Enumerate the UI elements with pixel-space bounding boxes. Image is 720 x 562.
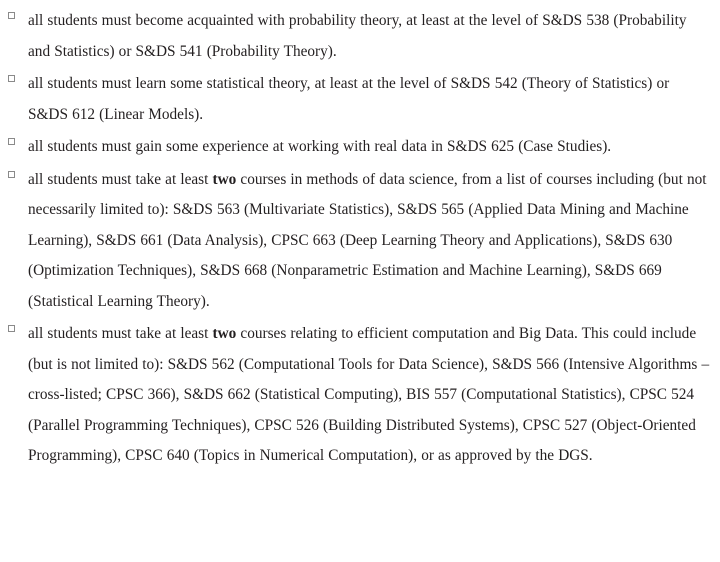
text-run: all students must take at least — [28, 170, 213, 188]
list-item-text — [28, 319, 712, 472]
list-item — [6, 165, 712, 318]
list-item-text — [28, 165, 712, 318]
text-run: all students must become acquainted with probability theory, at least at the level of S&DS 538 (Probability and Statistics) or S&DS 541 (Probability Theory). — [28, 12, 687, 60]
text-run: courses relating to efficient computation and Big Data. This could include (but is not limited to): S&DS 562 (Computational Tools for Data Science), S&DS 566 (Intensive Algorithms – cross-listed; CPSC 366), S&DS 662 (Statistical Computing), BIS 557 (Computational Statistics), CPSC 524 (Parallel Programming Techniques), CPSC 526 (Building Distributed Systems), CPSC 527 (Object-Oriented Programming), CPSC 640 (Topics in Numerical Computation), or as approved by the DGS. — [28, 325, 710, 464]
square-bullet-icon — [8, 12, 15, 19]
text-run: all students must take at least — [28, 325, 213, 342]
list-item — [6, 6, 712, 67]
list-item — [6, 132, 712, 163]
list-item-text — [28, 69, 712, 130]
emphasis-text: two — [212, 170, 237, 188]
square-bullet-icon — [8, 325, 15, 332]
square-bullet-icon — [8, 75, 15, 82]
emphasis-text: two — [212, 325, 237, 342]
text-run: all students must gain some experience at working with real data in S&DS 625 (Case Studies). — [28, 138, 612, 155]
list-item — [6, 319, 712, 472]
text-run: all students must learn some statistical theory, at least at the level of S&DS 542 (Theory of Statistics) or S&DS 612 (Linear Models). — [28, 75, 670, 123]
list-item-text — [28, 6, 712, 67]
list-item-text — [28, 132, 712, 163]
text-run: courses in methods of data science, from a list of courses including (but not necessarily limited to): S&DS 563 (Multivariate Statistics), S&DS 565 (Applied Data Mining and Machine Learning), S&DS 661 (Data Analysis), CPSC 663 (Deep Learning Theory and Applications), S&DS 630 (Optimization Techniques), S&DS 668 (Nonparametric Estimation and Machine Learning), S&DS 669 (Statistical Learning Theory). — [28, 170, 707, 310]
square-bullet-icon — [8, 138, 15, 145]
list-item — [6, 69, 712, 130]
square-bullet-icon — [8, 171, 15, 178]
requirements-list — [6, 6, 712, 472]
